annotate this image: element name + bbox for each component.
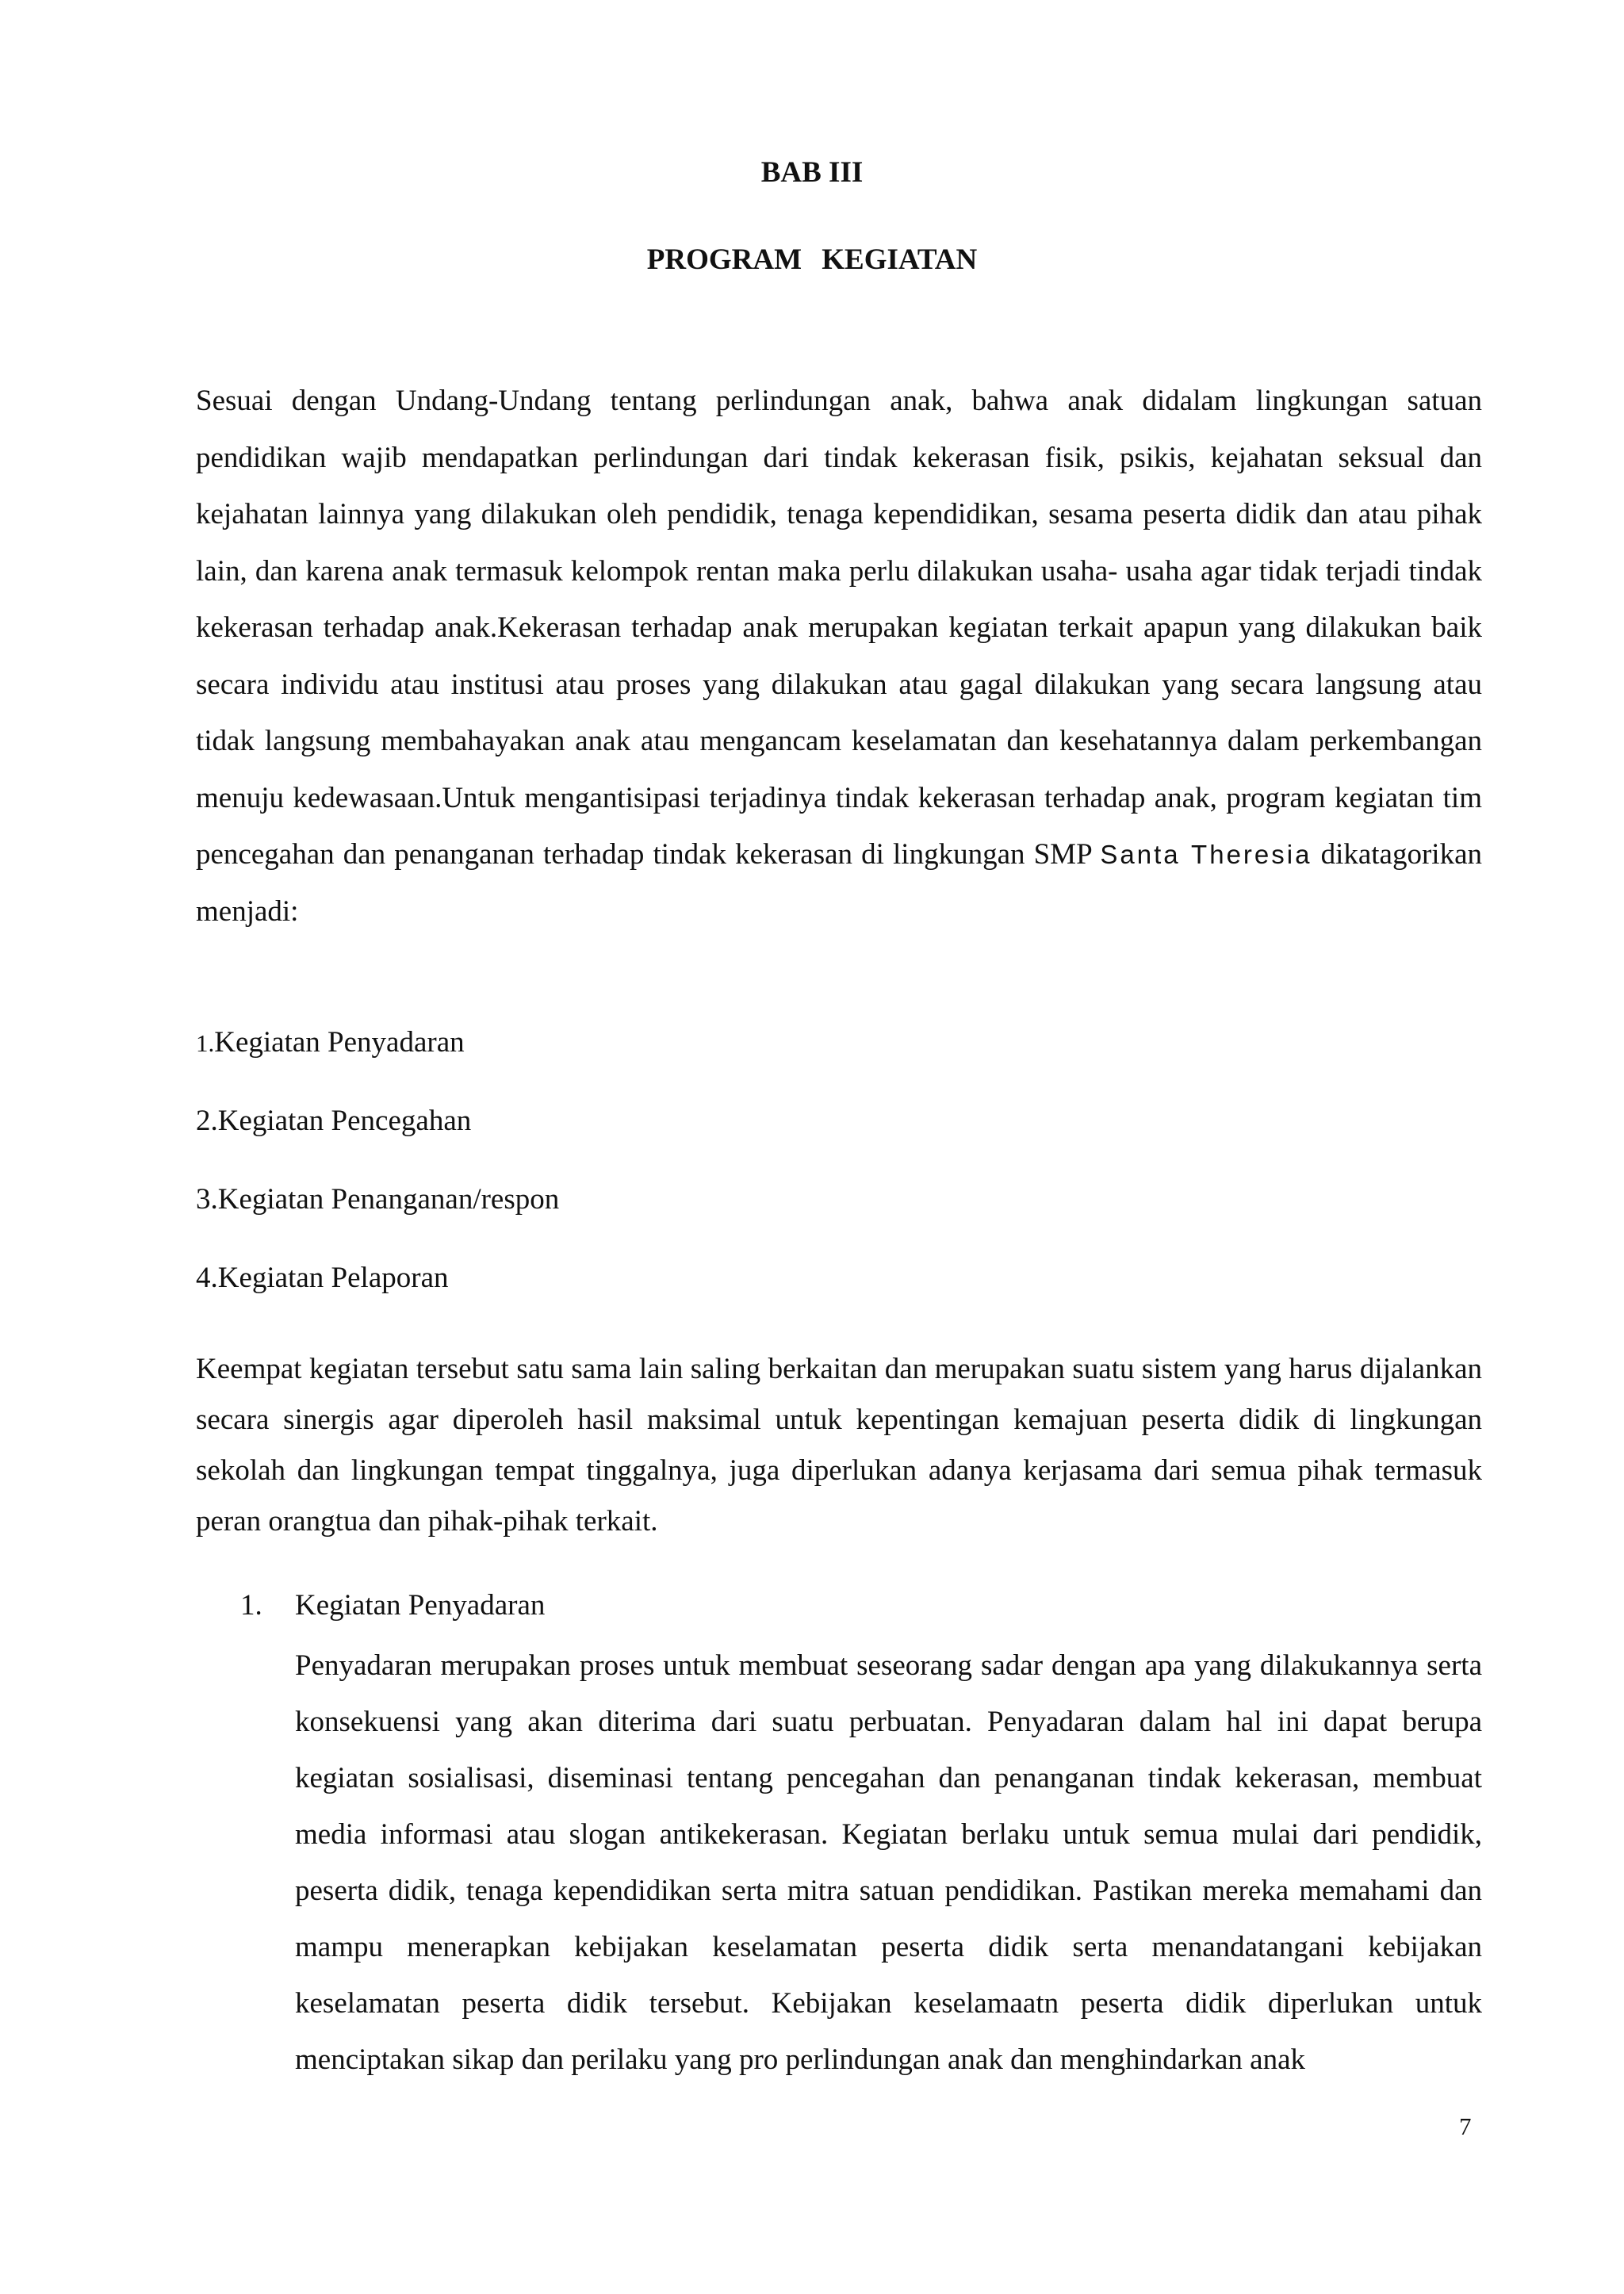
intro-text-part2: dikatagorikan menjadi:	[196, 838, 1482, 928]
category-item-3: 3.Kegiatan Penanganan/respon	[196, 1183, 560, 1216]
category-1-number: 1.	[196, 1029, 215, 1057]
summary-paragraph: Keempat kegiatan tersebut satu sama lain saling berkaitan dan merupakan suatu sistem yang harus dijalankan secara sinergis agar diperoleh hasil maksimal untuk kepentingan kemajuan peserta didik di lingkungan sekolah dan lingkungan tempat tinggalnya, juga diperlukan adanya kerjasama dari semua pihak termasuk peran orangtua dan pihak-pihak terkait.	[196, 1353, 1482, 1538]
intro-paragraph	[196, 373, 1482, 940]
chapter-heading: BAB III	[760, 156, 864, 189]
category-item-2: 2.Kegiatan Pencegahan	[196, 1105, 472, 1137]
section-1-number: 1.	[240, 1589, 262, 1622]
section-1-body: Penyadaran merupakan proses untuk membuat seseorang sadar dengan apa yang dilakukannya serta konsekuensi yang akan diterima dari suatu perbuatan. Penyadaran dalam hal ini dapat berupa kegiatan sosialisasi, diseminasi tentang pencegahan dan penanganan tindak kekerasan, membuat media informasi atau slogan antikekerasan. Kegiatan berlaku untuk semua mulai dari pendidik, peserta didik, tenaga kependidikan serta mitra satuan pendidikan. Pastikan mereka memahami dan mampu menerapkan kebijakan keselamatan peserta didik serta menandatangani kebijakan keselamatan peserta didik tersebut. Kebijakan keselamaatn peserta didik diperlukan untuk menciptakan sikap dan perilaku yang pro perlindungan anak dan menghindarkan anak	[295, 1649, 1482, 2076]
school-name: Santa Theresia	[1100, 840, 1312, 869]
category-item-1	[196, 1027, 465, 1059]
intro-text-part1: Sesuai dengan Undang-Undang tentang perlindungan anak, bahwa anak didalam lingkungan satuan pendidikan wajib mendapatkan perlindungan dari tindak kekerasan fisik, psikis, kejahatan seksual dan kejahatan lainnya yang dilakukan oleh pendidik, tenaga kependidikan, sesama peserta didik dan atau pihak lain, dan karena anak termasuk kelompok rentan maka perlu dilakukan usaha- usaha agar tidak terjadi tindak kekerasan terhadap anak.Kekerasan terhadap anak merupakan kegiatan terkait apapun yang dilakukan baik secara individu atau institusi atau proses yang dilakukan atau gagal dilakukan yang secara langsung atau tidak langsung membahayakan anak atau mengancam keselamatan dan kesehatannya dalam perkembangan menuju kedewasaan.Untuk mengantisipasi terjadinya tindak kekerasan terhadap anak, program kegiatan tim pencegahan dan penanganan terhadap tindak kekerasan di lingkungan SMP	[196, 385, 1482, 871]
section-1-title: Kegiatan Penyadaran	[295, 1589, 546, 1622]
category-1-label: Kegiatan Penyadaran	[214, 1026, 465, 1059]
chapter-title: PROGRAM KEGIATAN	[646, 243, 978, 276]
page-number: 7	[1459, 2112, 1472, 2140]
category-item-4: 4.Kegiatan Pelaporan	[196, 1262, 449, 1294]
